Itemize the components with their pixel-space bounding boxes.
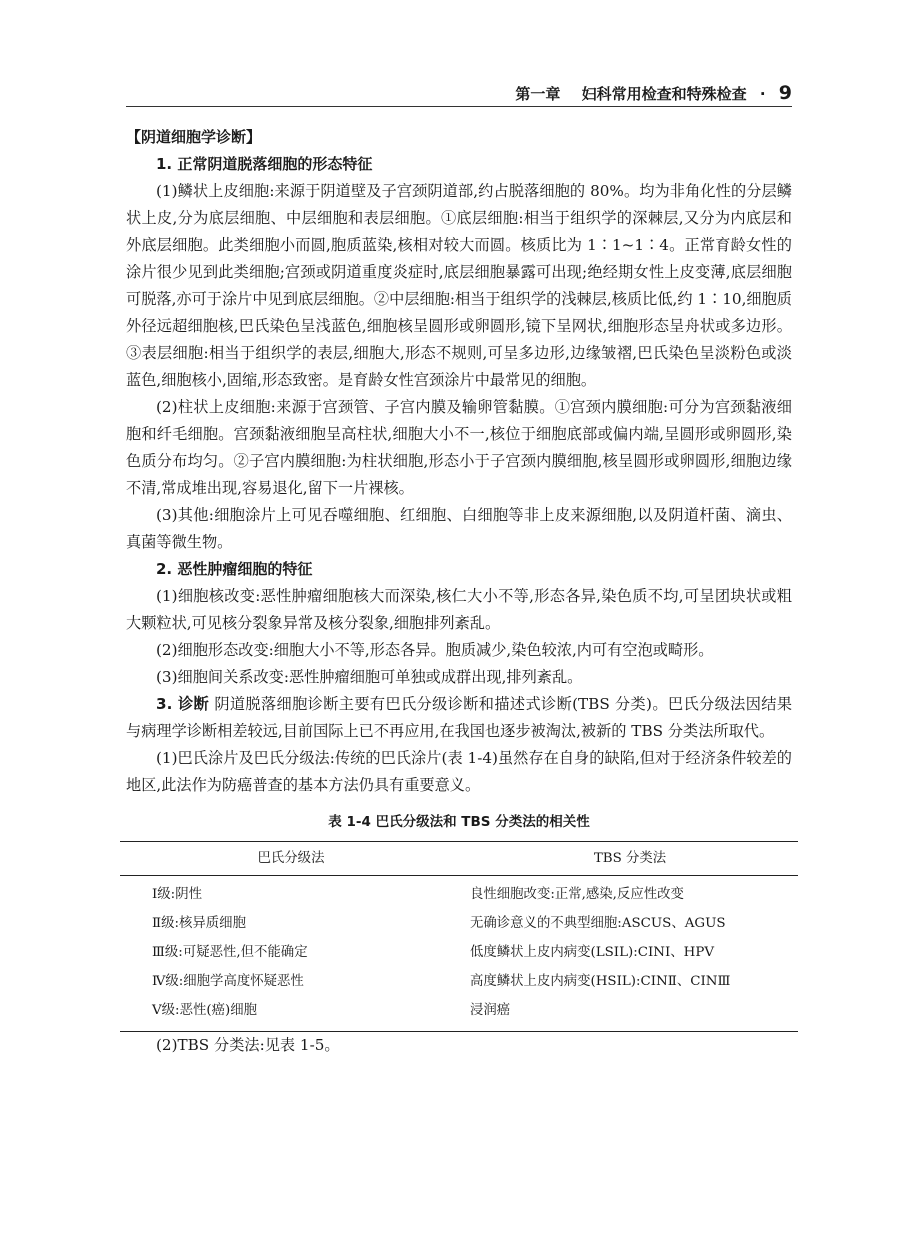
subsection-heading-1: 1. 正常阴道脱落细胞的形态特征 xyxy=(156,155,373,173)
table-header-row xyxy=(120,842,798,876)
table-row xyxy=(120,876,798,910)
diagnosis-label: 3. 诊断 xyxy=(156,695,210,713)
paragraph-nucleus-changes: (1)细胞核改变:恶性肿瘤细胞核大而深染,核仁大小不等,形态各异,染色质不均,可呈团块状或粗大颗粒状,可见核分裂象异常及核分裂象,细胞排列紊乱。 xyxy=(126,587,792,632)
diagnosis-text: 阴道脱落细胞诊断主要有巴氏分级诊断和描述式诊断(TBS 分类)。巴氏分级法因结果与病理学诊断相差较远,目前国际上已不再应用,在我国也逐步被淘汰,被新的 TBS 分类法所取代。 xyxy=(126,695,793,740)
table-row xyxy=(120,909,798,938)
table-header-tbs: TBS 分类法 xyxy=(462,842,798,876)
paragraph-squamous-cells: (1)鳞状上皮细胞:来源于阴道壁及子宫颈阴道部,约占脱落细胞的 80%。均为非角化性的分层鳞状上皮,分为底层细胞、中层细胞和表层细胞。①底层细胞:相当于组织学的深棘层,又分为内底层和外底层细胞。此类细胞小而圆,胞质蓝染,核相对较大而圆。核质比为 1∶1~1∶4。正常育龄女性的涂片很少见到此类细胞;宫颈或阴道重度炎症时,底层细胞暴露可出现;绝经期女性上皮变薄,底层细胞可脱落,亦可于涂片中见到底层细胞。②中层细胞:相当于组织学的浅棘层,核质比低,约 1∶10,细胞质外径远超细胞核,巴氏染色呈浅蓝色,细胞核呈圆形或卵圆形,镜下呈网状,细胞形态呈舟状或多边形。③表层细胞:相当于组织学的表层,细胞大,形态不规则,可呈多边形,边缘皱褶,巴氏染色呈淡粉色或淡蓝色,细胞核小,固缩,形态致密。是育龄女性宫颈涂片中最常见的细胞。 xyxy=(126,182,792,389)
paragraph-diagnosis xyxy=(126,691,792,745)
table-cell-pap: Ⅰ级:阴性 xyxy=(152,887,202,902)
paragraph-columnar-cells: (2)柱状上皮细胞:来源于宫颈管、子宫内膜及输卵管黏膜。①宫颈内膜细胞:可分为宫颈黏液细胞和纤毛细胞。宫颈黏液细胞呈高柱状,细胞大小不一,核位于细胞底部或偏内端,呈圆形或卵圆形,染色质分布均匀。②子宫内膜细胞:为柱状细胞,形态小于子宫颈内膜细胞,核呈圆形或卵圆形,细胞边缘不清,常成堆出现,容易退化,留下一片裸核。 xyxy=(126,398,792,497)
table-cell-pap: Ⅱ级:核异质细胞 xyxy=(152,916,246,931)
table-cell-tbs: 良性细胞改变:正常,感染,反应性改变 xyxy=(470,887,684,902)
table-cell-tbs: 高度鳞状上皮内病变(HSIL):CINⅡ、CINⅢ xyxy=(470,974,731,989)
page-number: 9 xyxy=(778,82,792,104)
paragraph-other-cells: (3)其他:细胞涂片上可见吞噬细胞、红细胞、白细胞等非上皮来源细胞,以及阴道杆菌、滴虫、真菌等微生物。 xyxy=(126,506,792,551)
paragraph-relation-changes: (3)细胞间关系改变:恶性肿瘤细胞可单独或成群出现,排列紊乱。 xyxy=(156,668,583,686)
chapter-title: 妇科常用检查和特殊检查 xyxy=(581,85,747,103)
table-cell-tbs: 低度鳞状上皮内病变(LSIL):CINⅠ、HPV xyxy=(470,945,715,960)
header-bullet: · xyxy=(759,85,766,103)
paragraph-morphology-changes: (2)细胞形态改变:细胞大小不等,形态各异。胞质减少,染色较浓,内可有空泡或畸形。 xyxy=(156,641,714,659)
table-cell-tbs: 无确诊意义的不典型细胞:ASCUS、AGUS xyxy=(470,916,726,931)
table-caption: 表 1-4 巴氏分级法和 TBS 分类法的相关性 xyxy=(328,814,590,830)
chapter-label: 第一章 xyxy=(515,85,561,103)
table-cell-pap: Ⅲ级:可疑恶性,但不能确定 xyxy=(152,945,308,960)
table-header-pap: 巴氏分级法 xyxy=(120,842,462,876)
table-row xyxy=(120,938,798,967)
header-rule xyxy=(126,106,792,107)
table-row xyxy=(120,996,798,1032)
table-cell-pap: Ⅴ级:恶性(癌)细胞 xyxy=(120,996,462,1032)
subsection-heading-2: 2. 恶性肿瘤细胞的特征 xyxy=(156,560,313,578)
paragraph-pap-smear: (1)巴氏涂片及巴氏分级法:传统的巴氏涂片(表 1-4)虽然存在自身的缺陷,但对于经济条件较差的地区,此法作为防癌普查的基本方法仍具有重要意义。 xyxy=(126,749,792,794)
table-cell-tbs: 浸润癌 xyxy=(462,996,798,1032)
table-cell-pap: Ⅳ级:细胞学高度怀疑恶性 xyxy=(152,974,304,989)
running-header xyxy=(126,82,792,105)
table-row xyxy=(120,967,798,996)
section-title: 【阴道细胞学诊断】 xyxy=(126,128,262,146)
paragraph-tbs-reference: (2)TBS 分类法:见表 1-5。 xyxy=(156,1036,340,1054)
correlation-table xyxy=(120,841,798,1032)
page-body xyxy=(126,124,792,1059)
